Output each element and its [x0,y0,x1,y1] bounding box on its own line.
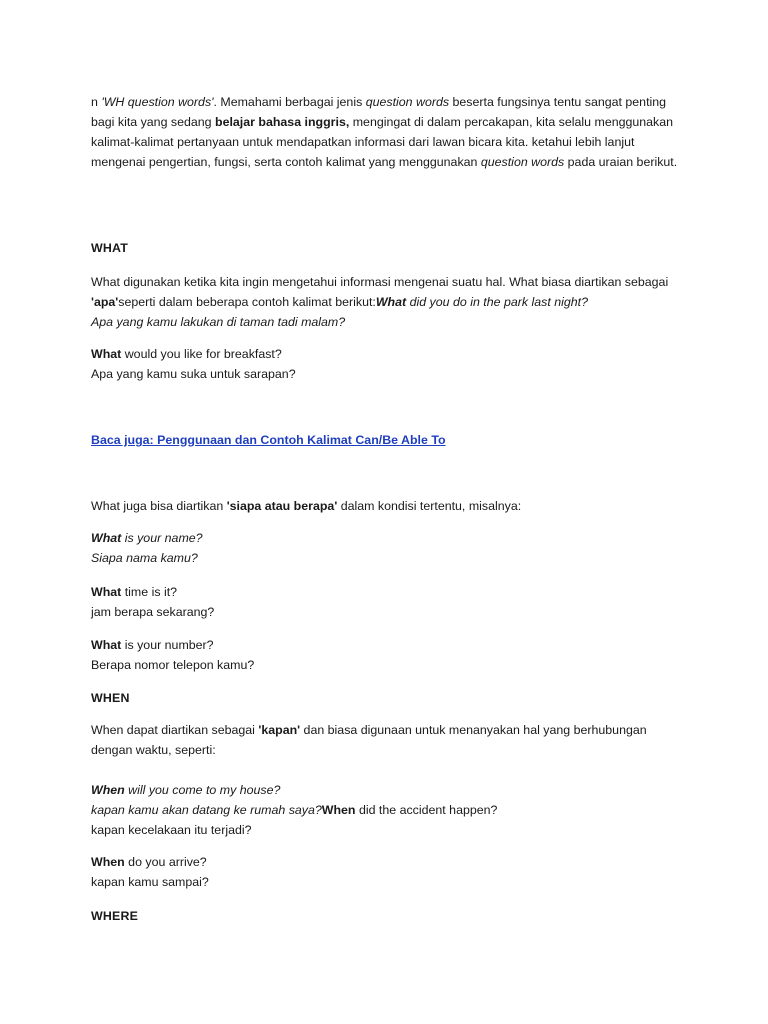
intro-text-4: mengingat di dalam percakapan, kita selalu menggunakan kalimat-kalimat pertanyaan untuk mendapatkan informasi dari lawan bicara kita. ketahui lebih lanjut mengenai pengertian, fungsi, serta contoh kalimat yang menggunakan [91,115,674,169]
what-example-3-keyword: What [91,531,122,545]
when-example-3-keyword: When [91,855,125,869]
intro-question-words-term-2: question words [480,155,565,169]
what-example-5 [91,635,691,675]
intro-text-5: pada uraian berikut. [564,155,678,169]
when-description [91,720,691,760]
when-desc-text-2: dan biasa digunaan untuk menanyakan hal yang berhubungan dengan waktu, seperti: [91,723,647,757]
what-description [91,272,691,332]
what-heading: WHAT [91,241,129,255]
what-example-2 [91,344,691,384]
baca-juga-link-wrapper [91,430,691,450]
when-desc-text-1: When dapat diartikan sebagai [91,723,259,737]
what-example-4 [91,582,691,622]
when-kapan-term: 'kapan' [258,723,301,737]
what-example-5-translation: Berapa nomor telepon kamu? [91,658,255,672]
when-example-1-translation: kapan kamu akan datang ke rumah saya? [91,803,322,817]
what-example-4-translation: jam berapa sekarang? [91,605,215,619]
when-example-3-text: do you arrive? [124,855,207,869]
when-example-3-translation: kapan kamu sampai? [91,875,209,889]
what-siapa-description [91,496,691,516]
when-example-2-translation: kapan kecelakaan itu terjadi? [91,823,252,837]
where-heading: WHERE [91,909,139,923]
what-example-2-text: would you like for breakfast? [121,347,282,361]
intro-text-2: . Memahami berbagai jenis [213,95,366,109]
what-example-1-keyword: What [375,295,407,309]
when-example-1-keyword: When [91,783,125,797]
what-example-4-text: time is it? [121,585,178,599]
what-example-2-translation: Apa yang kamu suka untuk sarapan? [91,367,296,381]
what2-siapa-term: 'siapa atau berapa' [226,499,338,513]
when-example-3 [91,852,691,892]
when-example-2-text: did the accident happen? [355,803,498,817]
intro-text-3: beserta fungsinya tentu sangat penting bagi kita yang sedang [91,95,667,129]
intro-belajar-term: belajar bahasa inggris, [215,115,350,129]
what-example-3-translation: Siapa nama kamu? [91,551,198,565]
what-apa-term: 'apa' [91,295,119,309]
what-desc-text-2: seperti dalam beberapa contoh kalimat berikut: [118,295,376,309]
what-example-2-keyword: What [91,347,122,361]
intro-text-1: n [91,95,102,109]
baca-juga-link[interactable]: Baca juga: Penggunaan dan Contoh Kalimat Can/Be Able To [91,433,446,447]
when-example-1-text: will you come to my house? [124,783,281,797]
what-example-4-keyword: What [91,585,122,599]
intro-question-words-term: question words [365,95,450,109]
what-example-5-text: is your number? [121,638,214,652]
what-example-1-translation: Apa yang kamu lakukan di taman tadi malam? [91,315,346,329]
when-examples [91,780,691,840]
what2-desc-text-2: dalam kondisi tertentu, misalnya: [337,499,522,513]
intro-wh-term: 'WH question words' [101,95,214,109]
what-example-1-text: did you do in the park last night? [406,295,588,309]
what-example-5-keyword: What [91,638,122,652]
what-example-3 [91,528,691,568]
what2-desc-text-1: What juga bisa diartikan [91,499,227,513]
what-desc-text-1: What digunakan ketika kita ingin mengetahui informasi mengenai suatu hal. What biasa diartikan sebagai [91,275,669,289]
when-heading: WHEN [91,691,130,705]
intro-paragraph [91,92,691,172]
what-example-3-text: is your name? [121,531,203,545]
when-example-2-keyword: When [321,803,356,817]
